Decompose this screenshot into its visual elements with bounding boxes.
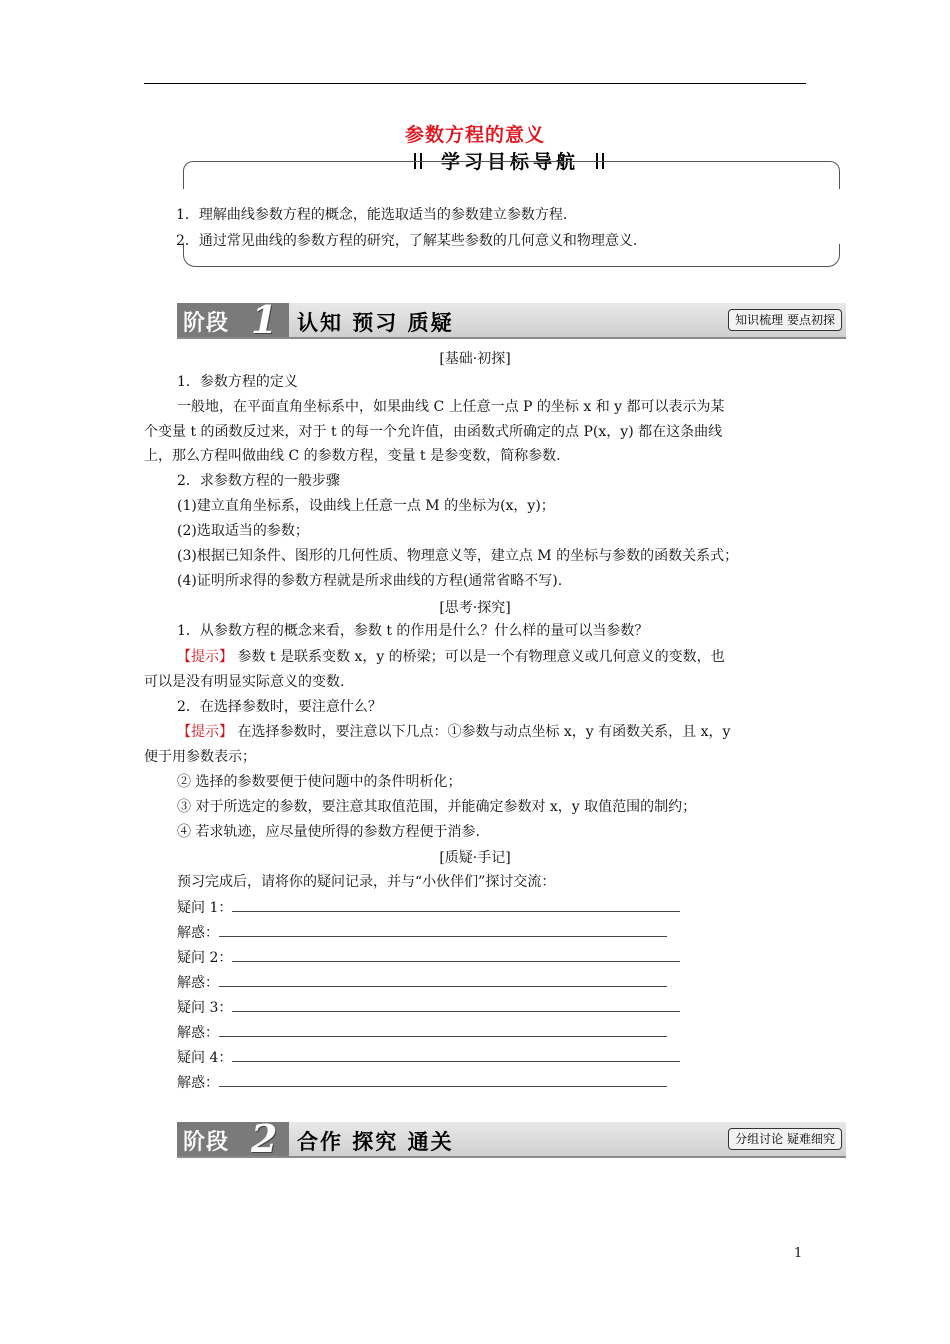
goal-item-1: 1．理解曲线参数方程的概念，能选取适当的参数建立参数方程. (176, 207, 568, 223)
note-row (177, 922, 667, 942)
definition-line-1: 一般地，在平面直角坐标系中，如果曲线 C 上任意一点 P 的坐标 x 和 y 都可以表示为某 (177, 399, 725, 415)
answer-2-point-2: ③ 对于所选定的参数，要注意其取值范围，并能确定参数对 x，y 取值范围的制约； (177, 799, 697, 815)
note-input-line[interactable] (219, 972, 667, 987)
note-row (177, 947, 680, 967)
note-input-line[interactable] (232, 997, 680, 1012)
note-row (177, 1047, 680, 1067)
answer-2-point-1: ② 选择的参数要便于使问题中的条件明析化； (177, 774, 462, 790)
note-input-line[interactable] (219, 1072, 667, 1087)
steps-title: 2．求参数方程的一般步骤 (177, 473, 340, 489)
note-input-line[interactable] (232, 1047, 680, 1062)
goals-box-bottom (183, 244, 840, 267)
definition-line-2: 个变量 t 的函数反过来，对于 t 的每一个允许值，由函数式所确定的点 P(x，y) 都在这条曲线 (144, 424, 723, 440)
note-row (177, 897, 680, 917)
answer-2-text: 在选择参数时，要注意以下几点：①参数与动点坐标 x，y 有函数关系，且 x，y (233, 724, 731, 740)
definition-line-3: 上，那么方程叫做曲线 C 的参数方程，变量 t 是参变数，简称参数. (144, 448, 561, 464)
note-label: 解惑： (177, 925, 219, 941)
hint-label: 【提示】 (177, 649, 233, 665)
answer-1-text: 参数 t 是联系变数 x，y 的桥梁；可以是一个有物理意义或几何意义的变数，也 (233, 649, 725, 665)
document-title: 参数方程的意义 (404, 124, 545, 146)
goal-item-2: 2．通过常见曲线的参数方程的研究，了解某些参数的几何意义和物理意义. (176, 233, 638, 249)
stage-heading: 合作 探究 通关 (297, 1130, 454, 1154)
step-3: (3)根据已知条件、图形的几何性质、物理意义等，建立点 M 的坐标与参数的函数关系式； (177, 548, 739, 564)
note-input-line[interactable] (232, 947, 680, 962)
question-1: 1．从参数方程的概念来看，参数 t 的作用是什么？什么样的量可以当参数？ (177, 623, 649, 639)
note-label: 疑问 2： (177, 950, 233, 966)
goals-heading: 学习目标导航 (440, 151, 579, 173)
stage-badge: 分组讨论 疑难细究 (728, 1128, 842, 1150)
stage-badge: 知识梳理 要点初探 (728, 309, 842, 331)
note-label: 疑问 4： (177, 1050, 233, 1066)
note-row (177, 1022, 667, 1042)
header-rule (144, 83, 806, 84)
note-row (177, 1072, 667, 1092)
stage-tag-text: 阶段 (183, 311, 230, 336)
note-label: 解惑： (177, 975, 219, 991)
answer-2-line-1 (177, 722, 812, 742)
answer-2-point-3: ④ 若求轨迹，应尽量使所得的参数方程便于消参. (177, 824, 480, 840)
stage-number: 1 (251, 297, 278, 342)
note-label: 疑问 3： (177, 1000, 233, 1016)
answer-1-line-1 (177, 647, 812, 667)
note-label: 疑问 1： (177, 900, 233, 916)
question-2: 2．在选择参数时，要注意什么？ (177, 699, 382, 715)
stage1-banner (177, 297, 846, 342)
answer-2-line-2: 便于用参数表示； (144, 749, 256, 765)
note-input-line[interactable] (219, 922, 667, 937)
section-notes: [质疑·手记] (439, 850, 511, 866)
stage-number: 2 (251, 1116, 278, 1161)
goals-box-top (183, 161, 840, 189)
note-label: 解惑： (177, 1075, 219, 1091)
stage-heading: 认知 预习 质疑 (297, 311, 454, 335)
hint-label: 【提示】 (177, 724, 233, 740)
step-2: (2)选取适当的参数； (177, 523, 309, 539)
stage-tag (177, 1116, 289, 1161)
note-input-line[interactable] (219, 1022, 667, 1037)
note-input-line[interactable] (232, 897, 680, 912)
note-row (177, 972, 667, 992)
answer-1-line-2: 可以是没有明显实际意义的变数. (144, 674, 345, 690)
note-label: 解惑： (177, 1025, 219, 1041)
note-row (177, 997, 680, 1017)
section-basics: [基础·初探] (439, 351, 511, 367)
stage2-banner (177, 1116, 846, 1161)
stage-tag-text: 阶段 (183, 1130, 230, 1155)
step-4: (4)证明所求得的参数方程就是所求曲线的方程(通常省略不写). (177, 573, 563, 589)
section-thinking: [思考·探究] (439, 600, 511, 616)
notes-intro: 预习完成后，请将你的疑问记录，并与“小伙伴们”探讨交流： (177, 874, 556, 890)
definition-title: 1．参数方程的定义 (177, 374, 298, 390)
stage-tag (177, 297, 289, 342)
step-1: (1)建立直角坐标系，设曲线上任意一点 M 的坐标为(x，y)； (177, 498, 555, 514)
page-number: 1 (794, 1246, 803, 1261)
